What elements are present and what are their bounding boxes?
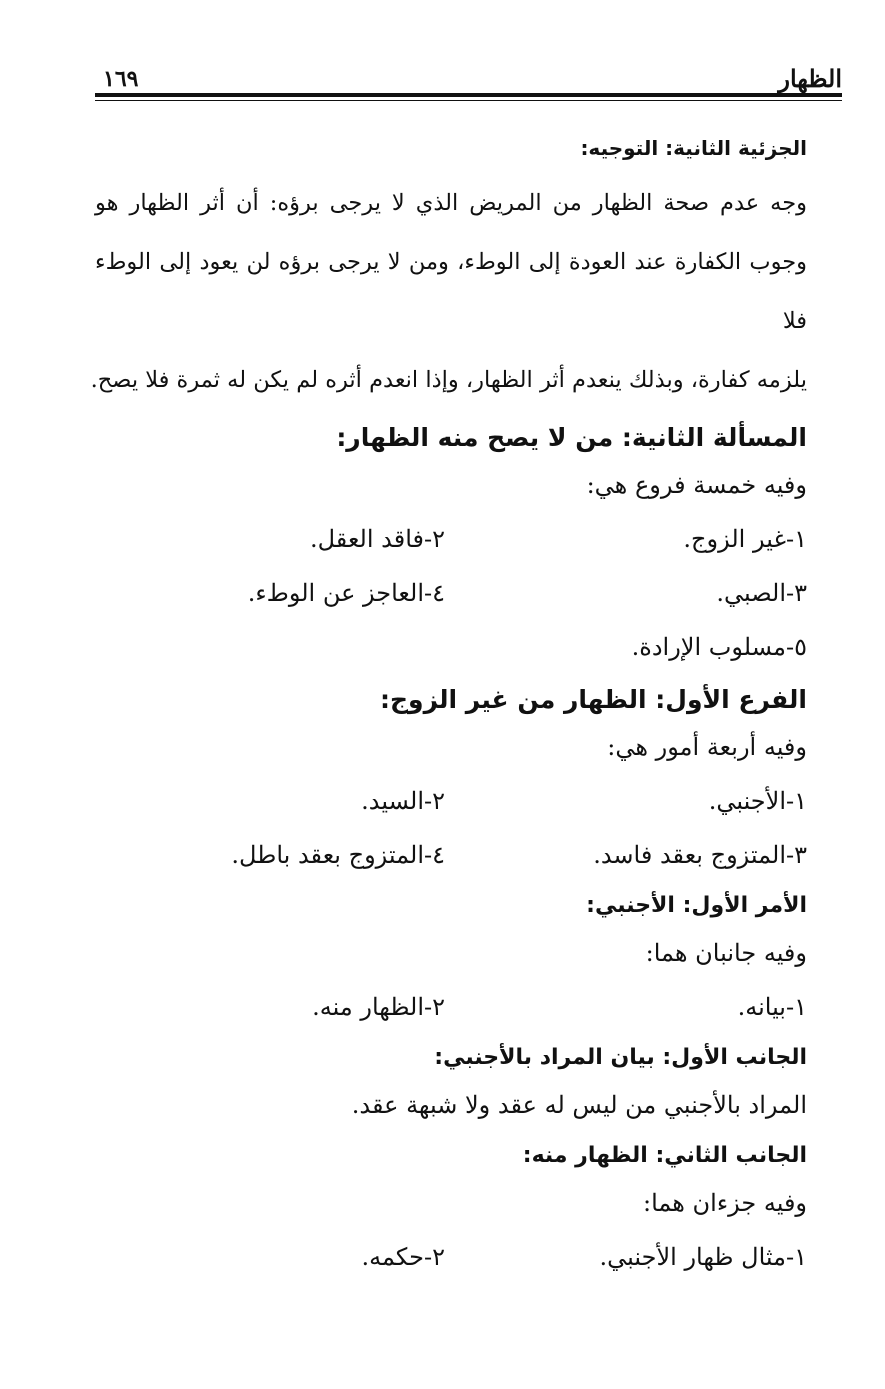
intro-text: وفيه جانبان هما:	[645, 939, 807, 967]
list-item: ٤-المتزوج بعقد باطل.	[231, 841, 445, 869]
list-row	[95, 980, 807, 1034]
list-row	[95, 774, 807, 828]
list-item: ١-غير الزوج.	[683, 525, 807, 553]
paragraph-tawjih	[90, 174, 807, 410]
list-row	[95, 828, 807, 882]
list-row	[95, 566, 807, 620]
list-row	[95, 620, 807, 674]
list-item: ٣-الصبي.	[716, 579, 807, 607]
section-heading-amr-1: الأمر الأول: الأجنبي:	[586, 893, 807, 918]
list-item: ٥-مسلوب الإرادة.	[631, 633, 807, 661]
subsection-heading-tawjih: الجزئية الثانية: التوجيه:	[580, 136, 807, 160]
list-item: ٣-المتزوج بعقد فاسد.	[593, 841, 807, 869]
definition-text: المراد بالأجنبي من ليس له عقد ولا شبهة عقد.	[351, 1091, 807, 1119]
chapter-title: الظهار	[778, 64, 842, 93]
section-heading-janib-1: الجانب الأول: بيان المراد بالأجنبي:	[434, 1045, 807, 1070]
page-number: ١٦٩	[103, 66, 139, 92]
header-rule-thick	[95, 93, 842, 97]
list-item: ٢-فاقد العقل.	[310, 525, 445, 553]
running-header	[95, 64, 842, 94]
list-row	[95, 1230, 807, 1284]
intro-text: وفيه خمسة فروع هي:	[586, 471, 807, 499]
intro-text: وفيه جزءان هما:	[642, 1189, 807, 1217]
section-heading-masala-2: المسألة الثانية: من لا يصح منه الظهار:	[336, 423, 807, 452]
section-heading-janib-2: الجانب الثاني: الظهار منه:	[522, 1143, 807, 1168]
header-rule-thin	[95, 100, 842, 101]
paragraph-line: يلزمه كفارة، وبذلك ينعدم أثر الظهار، وإذا انعدم أثره لم يكن له ثمرة فلا يصح.	[90, 367, 807, 393]
section-heading-far-1: الفرع الأول: الظهار من غير الزوج:	[380, 685, 807, 714]
paragraph-line: وجوب الكفارة عند العودة إلى الوطء، ومن لا يرجى برؤه لن يعود إلى الوطء فلا	[95, 249, 807, 334]
list-item: ١-مثال ظهار الأجنبي.	[599, 1243, 807, 1271]
list-row	[95, 512, 807, 566]
list-item: ١-بيانه.	[737, 993, 807, 1021]
paragraph-line: وجه عدم صحة الظهار من المريض الذي لا يرجى برؤه: أن أثر الظهار هو	[95, 190, 807, 216]
list-item: ٢-حكمه.	[361, 1243, 445, 1271]
list-item: ١-الأجنبي.	[708, 787, 807, 815]
intro-text: وفيه أربعة أمور هي:	[607, 733, 807, 761]
list-item: ٤-العاجز عن الوطء.	[247, 579, 445, 607]
list-item: ٢-الظهار منه.	[312, 993, 445, 1021]
list-item: ٢-السيد.	[361, 787, 445, 815]
page-body	[90, 128, 807, 1284]
